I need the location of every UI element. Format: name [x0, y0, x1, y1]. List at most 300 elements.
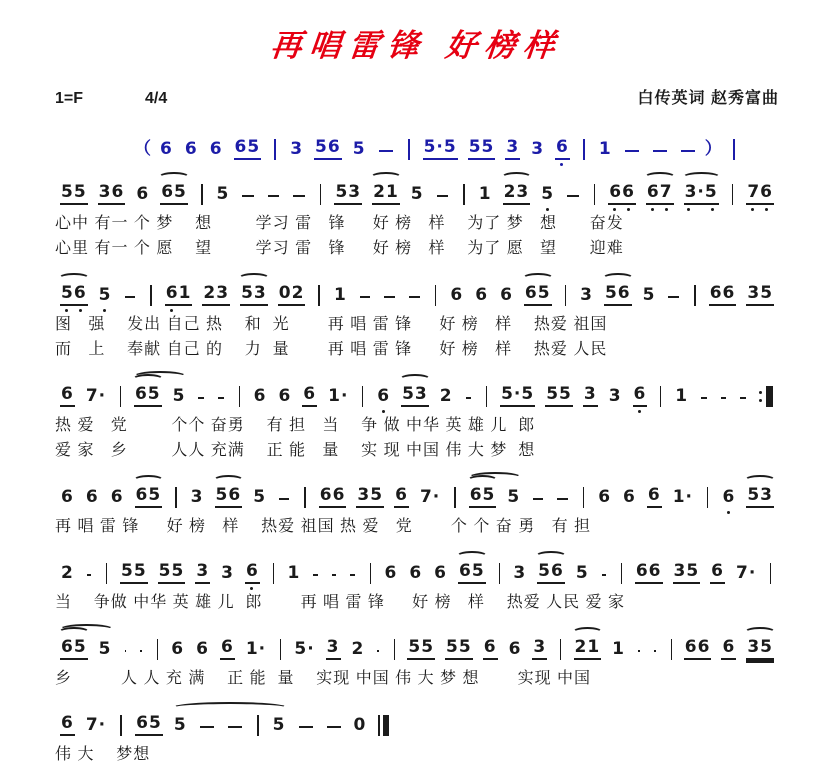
note: [220, 637, 235, 660]
barline: [120, 715, 122, 736]
octave-dot: [651, 208, 654, 211]
note: [314, 137, 342, 160]
octave-dot: [751, 208, 754, 211]
note: [98, 639, 113, 660]
note: [583, 384, 598, 407]
note: [184, 139, 199, 160]
note-text: 55: [407, 637, 435, 660]
note-text: 5: [410, 184, 424, 204]
note: [672, 487, 694, 508]
note: [684, 182, 719, 205]
slur-arc: [744, 627, 776, 638]
duration-dash: [437, 195, 448, 197]
note-text: 6: [647, 485, 662, 508]
barline: [106, 563, 107, 584]
note-text: 35: [746, 283, 774, 306]
note-text: 6: [196, 639, 209, 659]
note-text: 3: [190, 487, 204, 507]
note: [240, 283, 268, 306]
duration-dash: [125, 296, 136, 298]
barline: [120, 386, 121, 407]
note: [372, 182, 400, 205]
note: [524, 283, 552, 306]
note-text: 56: [60, 283, 88, 306]
duration-dash: [279, 498, 289, 500]
note-text: 6: [302, 384, 317, 407]
paren-text: ）: [704, 139, 722, 159]
score-body: [55, 124, 779, 767]
octave-dots: [60, 306, 88, 314]
note-text: 55: [60, 182, 88, 205]
duration-dash: [125, 650, 127, 652]
note-text: 6: [85, 487, 99, 507]
score-header: [55, 85, 779, 108]
note-text: 6: [377, 386, 391, 406]
tied-note-group: [129, 384, 192, 407]
lyrics-block: [55, 413, 779, 463]
note: [512, 563, 527, 584]
octave-dot: [79, 309, 82, 312]
composer-credits: 白传英词 赵秀富曲: [637, 90, 779, 107]
note: [684, 637, 712, 660]
barline: [583, 487, 584, 508]
note-text: 3·5: [684, 182, 719, 205]
barline: [594, 184, 596, 205]
note-text: 6: [598, 487, 612, 507]
octave-dots: [376, 407, 391, 415]
note: [170, 639, 185, 660]
note: [439, 386, 454, 407]
note-text: 6: [722, 487, 736, 507]
note-text: 6: [434, 563, 448, 583]
note-text: 53: [334, 182, 362, 205]
notation-system: [55, 169, 779, 261]
note-text: 5: [98, 285, 112, 305]
note: [394, 485, 409, 508]
tied-note-group: [168, 715, 292, 736]
note-text: 1: [598, 139, 612, 159]
note: [423, 137, 458, 160]
note-text: 1: [333, 285, 347, 305]
note-text: 36: [98, 182, 126, 205]
note: [608, 386, 623, 407]
duration-dash: [332, 574, 337, 576]
octave-dots: [684, 205, 719, 213]
note: [383, 563, 398, 584]
slur-arc: [158, 172, 190, 183]
note: [85, 487, 100, 508]
duration-dash: [653, 150, 667, 152]
note-text: 6: [623, 487, 636, 507]
note-text: 6: [60, 713, 75, 736]
note-text: 7·: [85, 715, 107, 735]
note-text: 55: [120, 561, 148, 584]
note-text: 6: [384, 563, 398, 583]
barline: [239, 386, 240, 407]
note: [478, 184, 493, 205]
slur-arc: [501, 172, 533, 183]
note-text: 6: [160, 139, 173, 159]
note-text: 6: [220, 637, 235, 660]
notation-row: [55, 700, 779, 736]
octave-dot: [560, 163, 563, 166]
octave-dot: [250, 587, 253, 590]
barline: [318, 285, 320, 306]
note: [293, 639, 315, 660]
note-text: 5: [642, 285, 656, 305]
note-text: 65: [160, 182, 188, 205]
note: [272, 715, 287, 736]
note-text: 65: [60, 637, 88, 660]
note: [302, 384, 317, 407]
note-text: 6: [184, 139, 198, 159]
note: [555, 137, 570, 160]
octave-dot: [627, 208, 630, 211]
lyrics-block: [55, 742, 779, 767]
note: [287, 563, 302, 584]
notation-system: [131, 124, 779, 160]
barline: [435, 285, 437, 306]
duration-dash: [409, 296, 420, 298]
note-text: 6: [508, 639, 522, 659]
note-text: 6: [555, 137, 570, 160]
note: [195, 561, 210, 584]
note: [120, 561, 148, 584]
note: [419, 487, 441, 508]
note: [352, 139, 367, 160]
barline: [274, 139, 276, 160]
octave-dot: [711, 208, 714, 211]
note-text: 3: [608, 386, 622, 406]
barline: [486, 386, 487, 407]
note-text: 6: [633, 384, 648, 407]
note-text: 02: [278, 283, 306, 306]
slur-arc: [399, 374, 431, 385]
note: [278, 283, 306, 306]
note: [60, 637, 88, 660]
note: [110, 487, 125, 508]
note: [407, 637, 435, 660]
note: [195, 639, 210, 660]
duration-dash: [293, 195, 304, 197]
repeat-bar-thick: [766, 386, 773, 407]
note-text: 56: [537, 561, 565, 584]
octave-dots: [721, 508, 736, 516]
duration-dash: [668, 296, 679, 298]
barline: [257, 715, 259, 736]
notation-system: [55, 548, 779, 615]
time-signature: 4/4: [145, 90, 168, 107]
lyric-line: 伟 大 梦想: [55, 746, 151, 763]
note-text: 1·: [245, 639, 267, 659]
note: [60, 283, 88, 306]
note-text: 2: [439, 386, 453, 406]
lyric-line: 热 爱 党 个个 奋勇 有 担 当 争 做 中华 英 雄 儿 郎: [55, 417, 536, 434]
note: [499, 285, 514, 306]
note: [165, 283, 193, 306]
octave-dots: [633, 407, 648, 415]
note: [60, 384, 75, 407]
note: [579, 285, 594, 306]
note-text: 76: [746, 182, 774, 205]
note: [319, 485, 347, 508]
note-text: 65: [469, 485, 497, 508]
note: [158, 561, 186, 584]
barline: [732, 184, 734, 205]
note: [483, 637, 498, 660]
tied-note-group: [55, 637, 118, 660]
duration-dash: [533, 498, 543, 500]
lyric-line: 心里 有一 个 愿 望 学习 雷 锋 好 榜 样 为了 愿 望 迎难: [55, 240, 624, 257]
lyrics-block: [55, 666, 779, 691]
barline: [733, 139, 735, 160]
note: [135, 184, 150, 205]
note: [333, 285, 348, 306]
duration-dash: [602, 574, 607, 576]
note-text: 5: [173, 715, 187, 735]
note-text: 3: [326, 637, 341, 660]
note-text: 65: [135, 713, 163, 736]
song-title: 再唱雷锋 好榜样: [268, 28, 565, 64]
lyrics-block: [55, 514, 779, 539]
octave-dots: [646, 205, 674, 213]
barline: [201, 184, 203, 205]
note-text: 0: [353, 715, 367, 735]
octave-dots: [555, 160, 570, 168]
note-text: 3: [505, 137, 520, 160]
octave-dot: [727, 511, 730, 514]
note: [327, 386, 349, 407]
note: [60, 182, 88, 205]
note: [500, 384, 535, 407]
barline: [621, 563, 622, 584]
notation-row: [55, 169, 779, 205]
note: [598, 139, 613, 160]
note-text: 1: [612, 639, 626, 659]
note-text: 6: [721, 637, 736, 660]
note-text: 65: [458, 561, 486, 584]
note-text: 7·: [85, 386, 107, 406]
note: [220, 563, 235, 584]
octave-dot: [687, 208, 690, 211]
note: [746, 637, 774, 660]
barline: [454, 487, 455, 508]
note: [160, 182, 188, 205]
note-text: 55: [445, 637, 473, 660]
note-text: 5: [98, 639, 112, 659]
duration-dash: [379, 150, 393, 152]
tied-note-group: [464, 485, 527, 508]
note: [530, 139, 545, 160]
note: [647, 485, 662, 508]
note-text: 35: [356, 485, 384, 508]
octave-dots: [245, 584, 260, 592]
tie-arc: [172, 702, 288, 713]
lyric-line: 乡 人 人 充 满 正 能 量 实现 中国 伟 大 梦 想 实现 中国: [55, 670, 592, 687]
note-text: 6: [483, 637, 498, 660]
note-text: 35: [746, 637, 774, 660]
note: [60, 487, 75, 508]
note-text: 5·5: [423, 137, 458, 160]
note: [540, 184, 555, 205]
note: [289, 139, 304, 160]
duration-dash: [384, 296, 395, 298]
note-text: 21: [574, 637, 602, 660]
duration-dash: [377, 650, 379, 652]
barline: [707, 487, 708, 508]
octave-dot: [65, 309, 68, 312]
barline: [175, 487, 176, 508]
lyrics-block: [55, 312, 779, 362]
notation-system: [55, 270, 779, 362]
note: [202, 283, 230, 306]
note: [173, 715, 188, 736]
slur-arc: [213, 475, 245, 486]
note: [234, 137, 262, 160]
note: [458, 561, 486, 584]
barline: [273, 563, 274, 584]
note: [134, 384, 162, 407]
note-text: 5·: [294, 639, 315, 659]
note: [215, 485, 243, 508]
note-text: 55: [468, 137, 496, 160]
note-text: 2: [351, 639, 365, 659]
note-text: 55: [158, 561, 186, 584]
duration-dash: [681, 150, 695, 152]
note-text: 3: [195, 561, 210, 584]
note-text: 5: [541, 184, 555, 204]
note-text: 55: [545, 384, 573, 407]
note-text: 56: [215, 485, 243, 508]
note-text: 5: [216, 184, 230, 204]
note-text: 1: [287, 563, 301, 583]
note: [60, 713, 75, 736]
note-text: 66: [608, 182, 636, 205]
duration-dash: [200, 726, 214, 728]
duration-dash: [140, 650, 142, 652]
note: [253, 386, 268, 407]
note-text: 53: [401, 384, 429, 407]
note-text: 65: [234, 137, 262, 160]
note: [216, 184, 231, 205]
duration-dash: [567, 195, 578, 197]
duration-dash: [360, 296, 371, 298]
note: [245, 561, 260, 584]
note-text: 3: [221, 563, 235, 583]
note: [635, 561, 663, 584]
note-text: 6: [278, 386, 292, 406]
note: [633, 384, 648, 407]
note-text: 6: [409, 563, 423, 583]
barline: [150, 285, 152, 306]
note: [746, 485, 774, 508]
note: [172, 386, 187, 407]
note: [98, 285, 113, 306]
final-bar-thin: [378, 715, 380, 736]
barline: [499, 563, 500, 584]
note-text: 67: [646, 182, 674, 205]
slur-arc: [133, 475, 165, 486]
notation-system: [55, 472, 779, 539]
note: [190, 487, 205, 508]
duration-dash: [638, 650, 640, 652]
duration-dash: [721, 397, 727, 399]
note-text: 65: [134, 384, 162, 407]
duration-dash: [654, 650, 656, 652]
duration-dash: [625, 150, 639, 152]
slur-arc: [644, 172, 676, 183]
note-text: 6: [475, 285, 489, 305]
note: [545, 384, 573, 407]
note-text: 7·: [419, 487, 441, 507]
barline: [408, 139, 410, 160]
octave-dots: [165, 306, 193, 314]
barline: [463, 184, 465, 205]
slur-arc: [522, 273, 554, 284]
note: [597, 487, 612, 508]
note: [575, 563, 590, 584]
note-text: 2: [61, 563, 74, 583]
note: [506, 487, 521, 508]
notation-row: [55, 472, 779, 508]
note-text: 1·: [328, 386, 349, 406]
duration-dash: [557, 498, 567, 500]
note: [646, 182, 674, 205]
note-text: 5: [272, 715, 286, 735]
note-text: 6: [110, 487, 124, 507]
note: [351, 639, 366, 660]
barline: [320, 184, 322, 205]
repeat-dots: [759, 391, 762, 402]
note-text: 3: [583, 384, 598, 407]
final-bar-thick: [383, 715, 389, 736]
notation-system: [55, 700, 779, 767]
note-text: 3: [290, 139, 304, 159]
duration-dash: [327, 726, 341, 728]
note-text: 1: [675, 386, 689, 406]
octave-dots: [540, 205, 555, 213]
note: [474, 285, 489, 306]
slur-arc: [58, 273, 90, 284]
octave-dots: [608, 205, 636, 213]
note-text: 5: [172, 386, 186, 406]
note-text: 66: [319, 485, 347, 508]
barline: [304, 487, 305, 508]
key-signature: 1=F: [55, 90, 84, 107]
note-text: 66: [709, 283, 737, 306]
note-text: 23: [202, 283, 230, 306]
paren-text: （: [134, 139, 151, 159]
note: [209, 139, 224, 160]
note: [710, 561, 725, 584]
note-text: 5: [507, 487, 521, 507]
note: [503, 182, 531, 205]
note-text: 5: [253, 487, 267, 507]
notation-system: [55, 371, 779, 463]
duration-dash: [87, 574, 92, 576]
octave-dot: [665, 208, 668, 211]
note-text: 6: [171, 639, 185, 659]
lyrics-block: [55, 590, 779, 615]
note-text: 3: [580, 285, 593, 305]
duration-dash: [228, 726, 242, 728]
barline: [694, 285, 696, 306]
barline: [583, 139, 585, 160]
note-text: 3: [513, 563, 527, 583]
slur-arc: [370, 172, 402, 183]
note-text: 6: [245, 561, 260, 584]
note: [608, 182, 636, 205]
